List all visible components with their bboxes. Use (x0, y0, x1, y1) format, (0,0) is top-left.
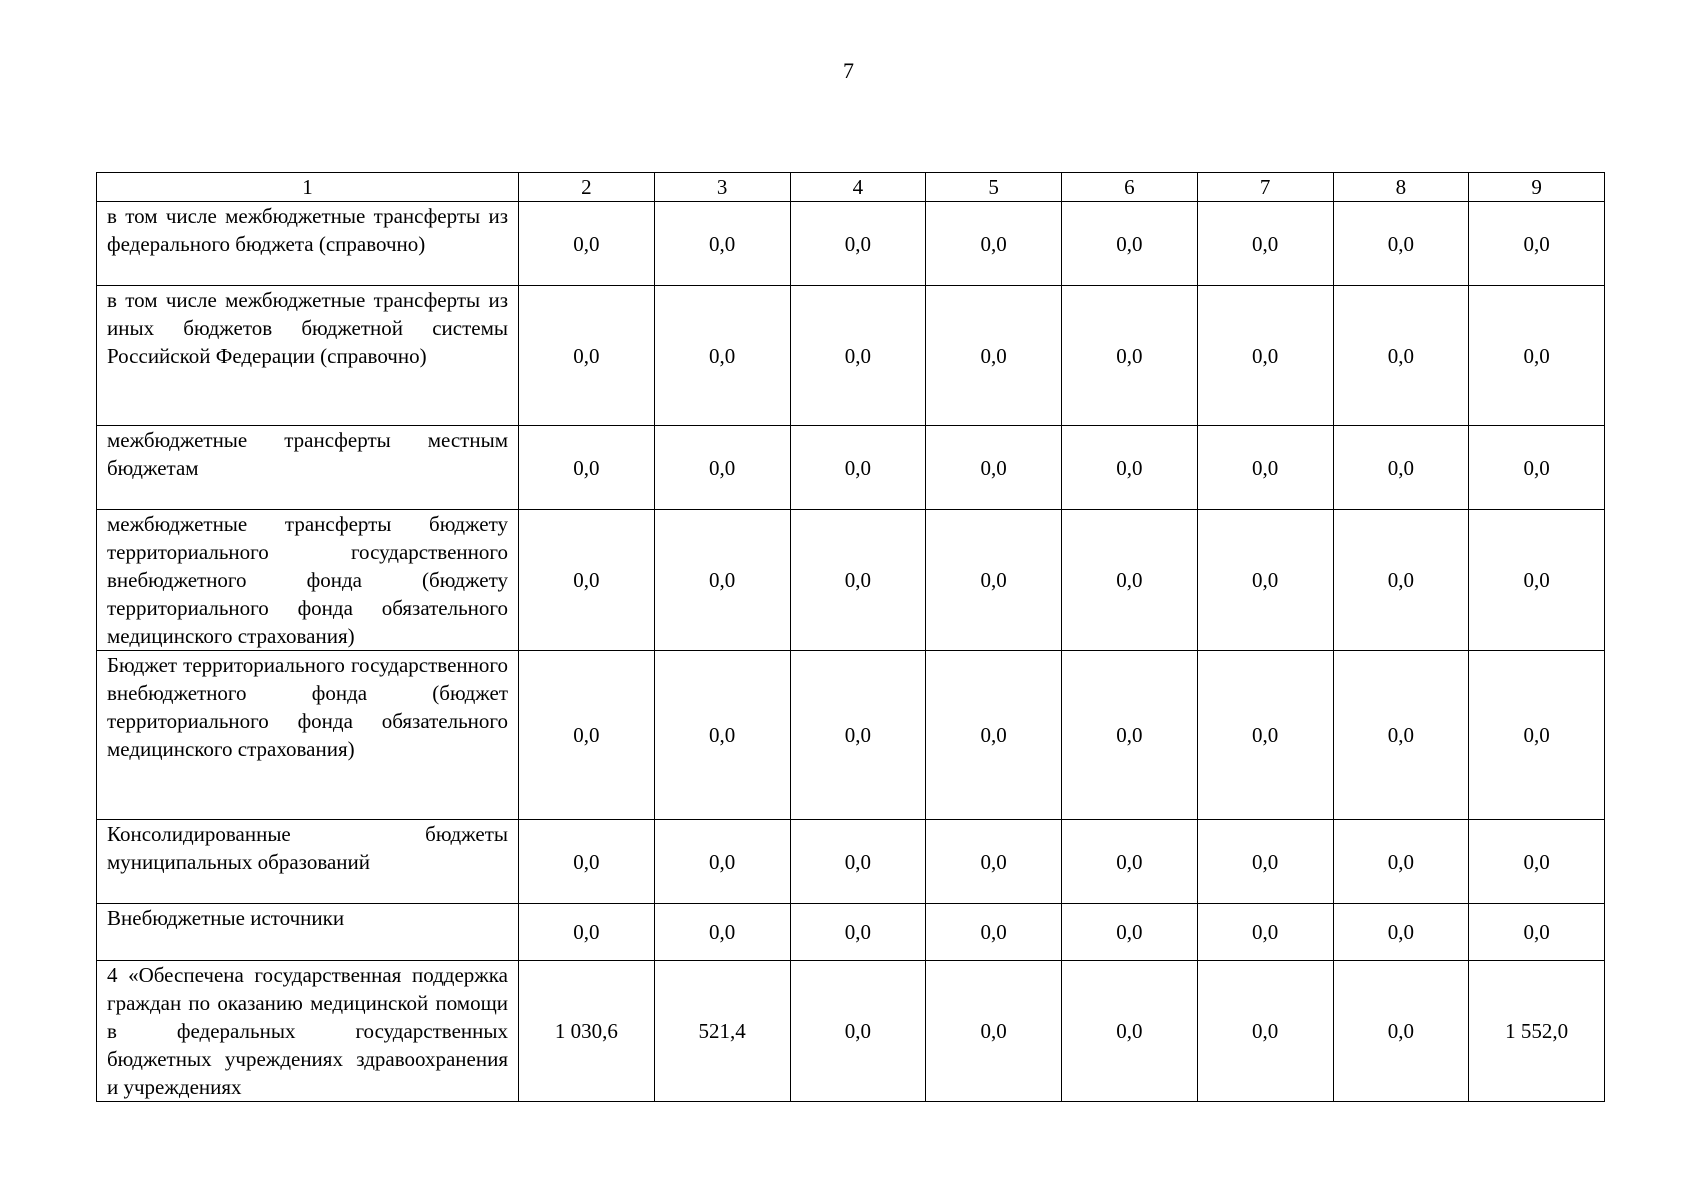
table-cell: 0,0 (1469, 651, 1605, 820)
table-cell: 0,0 (1062, 202, 1198, 286)
table-row (97, 426, 1605, 510)
table-cell: 0,0 (654, 904, 790, 961)
column-header: 3 (654, 173, 790, 202)
table-cell: 0,0 (790, 286, 926, 426)
table-cell: 0,0 (654, 651, 790, 820)
table-cell: 0,0 (519, 426, 655, 510)
table-cell: 0,0 (1197, 651, 1333, 820)
column-header: 7 (1197, 173, 1333, 202)
table-cell: 0,0 (790, 651, 926, 820)
table-cell: 0,0 (790, 426, 926, 510)
table-cell: 0,0 (654, 286, 790, 426)
column-header: 9 (1469, 173, 1605, 202)
page-number: 7 (843, 58, 854, 83)
column-header: 6 (1062, 173, 1198, 202)
table-cell: 0,0 (1197, 820, 1333, 904)
column-header: 2 (519, 173, 655, 202)
table-cell: 0,0 (790, 961, 926, 1102)
table-cell: 0,0 (1333, 820, 1469, 904)
table-row (97, 510, 1605, 651)
table-cell: 0,0 (1197, 426, 1333, 510)
budget-table (96, 172, 1605, 1102)
table-cell: 0,0 (1062, 426, 1198, 510)
table-cell: 1 030,6 (519, 961, 655, 1102)
table-cell: 0,0 (790, 904, 926, 961)
table-cell: 0,0 (1197, 286, 1333, 426)
column-header: 4 (790, 173, 926, 202)
table-cell: 0,0 (1333, 202, 1469, 286)
table-cell: 0,0 (926, 286, 1062, 426)
table-cell: 0,0 (1469, 286, 1605, 426)
table-cell: 0,0 (1197, 510, 1333, 651)
table-cell: 0,0 (1469, 820, 1605, 904)
table-cell: 0,0 (926, 651, 1062, 820)
table-cell: 0,0 (926, 820, 1062, 904)
table-cell: 0,0 (1062, 820, 1198, 904)
table-cell: 0,0 (654, 202, 790, 286)
table-cell: 0,0 (926, 904, 1062, 961)
table-cell: 0,0 (654, 510, 790, 651)
table-cell: 0,0 (926, 961, 1062, 1102)
table-cell: 0,0 (1333, 961, 1469, 1102)
table-cell: 0,0 (519, 202, 655, 286)
table-cell: 1 552,0 (1469, 961, 1605, 1102)
table-row (97, 286, 1605, 426)
column-header: 8 (1333, 173, 1469, 202)
table-cell: 0,0 (1062, 510, 1198, 651)
table-cell: 0,0 (926, 510, 1062, 651)
row-label: Бюджет территориального государственного внебюджетного фонда (бюджет территориального фонда обязательного медицинского страхования) (97, 651, 519, 820)
table-cell: 0,0 (790, 510, 926, 651)
table-cell: 0,0 (1333, 651, 1469, 820)
table-cell: 0,0 (1469, 426, 1605, 510)
table-row (97, 904, 1605, 961)
table-cell: 0,0 (519, 286, 655, 426)
table-row (97, 651, 1605, 820)
table-cell: 0,0 (1333, 904, 1469, 961)
table-cell: 0,0 (1197, 904, 1333, 961)
table-row (97, 820, 1605, 904)
table-row (97, 202, 1605, 286)
table-cell: 0,0 (654, 820, 790, 904)
table-cell: 0,0 (519, 904, 655, 961)
row-label: Консолидированные бюджеты муниципальных образований (97, 820, 519, 904)
table-cell: 0,0 (654, 426, 790, 510)
table-cell: 0,0 (519, 820, 655, 904)
table-cell: 0,0 (926, 202, 1062, 286)
table-cell: 0,0 (1062, 961, 1198, 1102)
table-cell: 521,4 (654, 961, 790, 1102)
table-cell: 0,0 (1333, 286, 1469, 426)
table-cell: 0,0 (519, 510, 655, 651)
row-label: в том числе межбюджетные трансферты из федерального бюджета (справочно) (97, 202, 519, 286)
table-cell: 0,0 (1062, 651, 1198, 820)
table-cell: 0,0 (1062, 904, 1198, 961)
table-cell: 0,0 (1333, 510, 1469, 651)
table-cell: 0,0 (1469, 202, 1605, 286)
table-cell: 0,0 (790, 202, 926, 286)
row-label: в том числе межбюджетные трансферты из иных бюджетов бюджетной системы Российской Федерации (справочно) (97, 286, 519, 426)
table-cell: 0,0 (519, 651, 655, 820)
table-cell: 0,0 (1197, 202, 1333, 286)
table-row (97, 961, 1605, 1102)
column-header: 5 (926, 173, 1062, 202)
table-cell: 0,0 (790, 820, 926, 904)
row-label: межбюджетные трансферты бюджету территориального государственного внебюджетного фонда (бюджету территориального фонда обязательного медицинского страхования) (97, 510, 519, 651)
row-label: 4 «Обеспечена государственная поддержка граждан по оказанию медицинской помощи в федеральных государственных бюджетных учреждениях здравоохранения и учреждениях (97, 961, 519, 1102)
table-cell: 0,0 (1197, 961, 1333, 1102)
table-cell: 0,0 (1333, 426, 1469, 510)
table-cell: 0,0 (1062, 286, 1198, 426)
column-header: 1 (97, 173, 519, 202)
table-header-row (97, 173, 1605, 202)
table-cell: 0,0 (1469, 510, 1605, 651)
table-cell: 0,0 (1469, 904, 1605, 961)
table-cell: 0,0 (926, 426, 1062, 510)
row-label: межбюджетные трансферты местным бюджетам (97, 426, 519, 510)
row-label: Внебюджетные источники (97, 904, 519, 961)
